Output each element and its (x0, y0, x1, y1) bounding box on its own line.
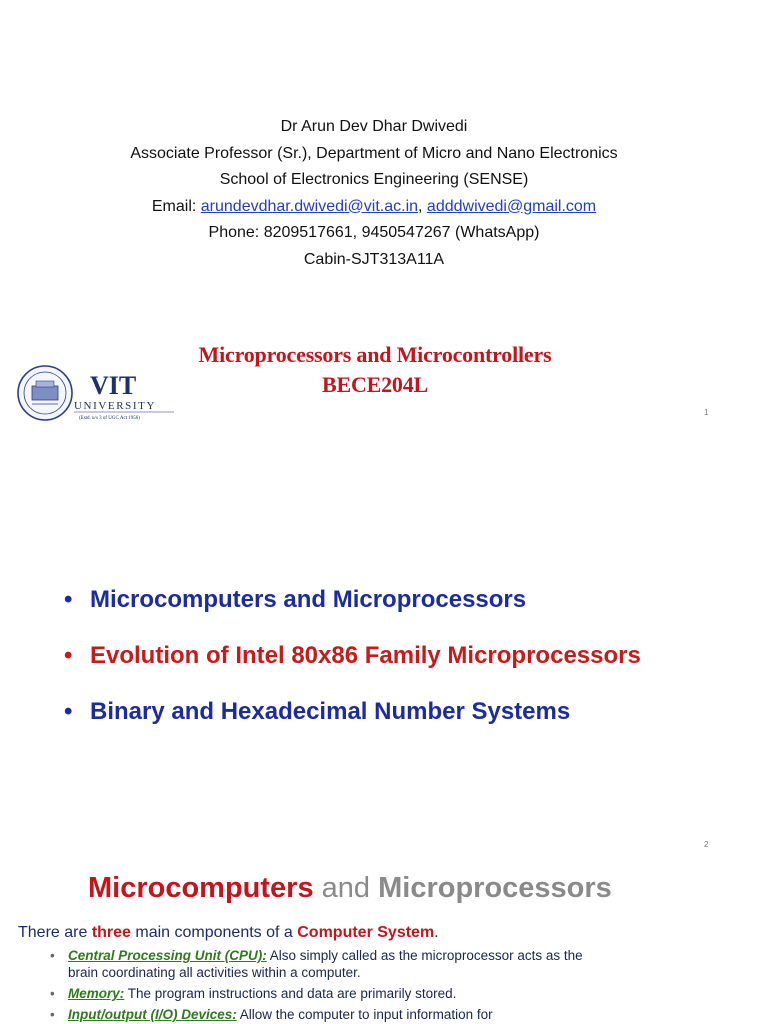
slide-title (88, 872, 612, 905)
component-item-memory: • Memory: The program instructions and data are primarily stored. (50, 985, 610, 1002)
email-link-primary[interactable]: arundevdhar.dwivedi@vit.ac.in (200, 197, 419, 215)
email-separator: , (418, 197, 427, 215)
title-part-and: and (313, 872, 379, 904)
author-phone: Phone: 8209517661, 9450547267 (WhatsApp) (208, 224, 540, 241)
author-info (0, 114, 748, 273)
topic-list (64, 572, 641, 740)
course-title-block (175, 340, 575, 400)
intro-sentence: There are three main components of a Computer System. (18, 924, 439, 941)
bullet-dot: • (64, 698, 73, 725)
university-seal-icon (18, 366, 72, 420)
topic-item: • Binary and Hexadecimal Number Systems (64, 684, 641, 740)
title-part-microcomputers: Microcomputers (88, 872, 314, 904)
course-code: BECE204L (322, 372, 428, 397)
slide-3 (0, 856, 768, 1024)
logo-subtext: UNIVERSITY (74, 400, 156, 412)
topic-item: • Evolution of Intel 80x86 Family Microprocessors (64, 628, 641, 684)
slide-2 (0, 432, 768, 856)
bullet-dot: • (64, 642, 73, 669)
highlight-three: three (91, 924, 131, 941)
term-io: Input/output (I/O) Devices: (68, 1007, 237, 1022)
author-designation: Associate Professor (Sr.), Department of Micro and Nano Electronics (130, 144, 618, 162)
title-part-microprocessors: Microprocessors (378, 872, 612, 904)
email-link-secondary[interactable]: adddwivedi@gmail.com (426, 197, 597, 215)
author-name: Dr Arun Dev Dhar Dwivedi (280, 118, 468, 135)
email-label: Email: (151, 197, 201, 215)
topic-item: • Microcomputers and Microprocessors (64, 572, 641, 628)
term-cpu: Central Processing Unit (CPU): (68, 948, 267, 963)
component-item-io: • Input/output (I/O) Devices: Allow the computer to input information for (50, 1006, 610, 1023)
component-item-cpu: • Central Processing Unit (CPU): Also simply called as the microprocessor acts as the brain coordinating all activities within a computer. (50, 947, 610, 981)
bullet-dot: • (64, 586, 73, 613)
author-email-line (0, 194, 748, 221)
slide-number: 1 (704, 408, 709, 417)
slide-1 (0, 0, 768, 432)
logo-text: VIT (90, 371, 137, 400)
term-memory: Memory: (68, 986, 125, 1001)
highlight-computer-system: Computer System (297, 924, 435, 941)
author-cabin: Cabin-SJT313A11A (303, 250, 445, 268)
course-title: Microprocessors and Microcontrollers (198, 342, 552, 367)
author-school: School of Electronics Engineering (SENSE) (219, 171, 529, 188)
logo-caption: (Estd. u/s 3 of UGC Act 1956) (79, 416, 140, 421)
vit-university-logo (16, 364, 178, 422)
component-list (50, 947, 610, 1024)
slide-number: 2 (704, 840, 709, 849)
